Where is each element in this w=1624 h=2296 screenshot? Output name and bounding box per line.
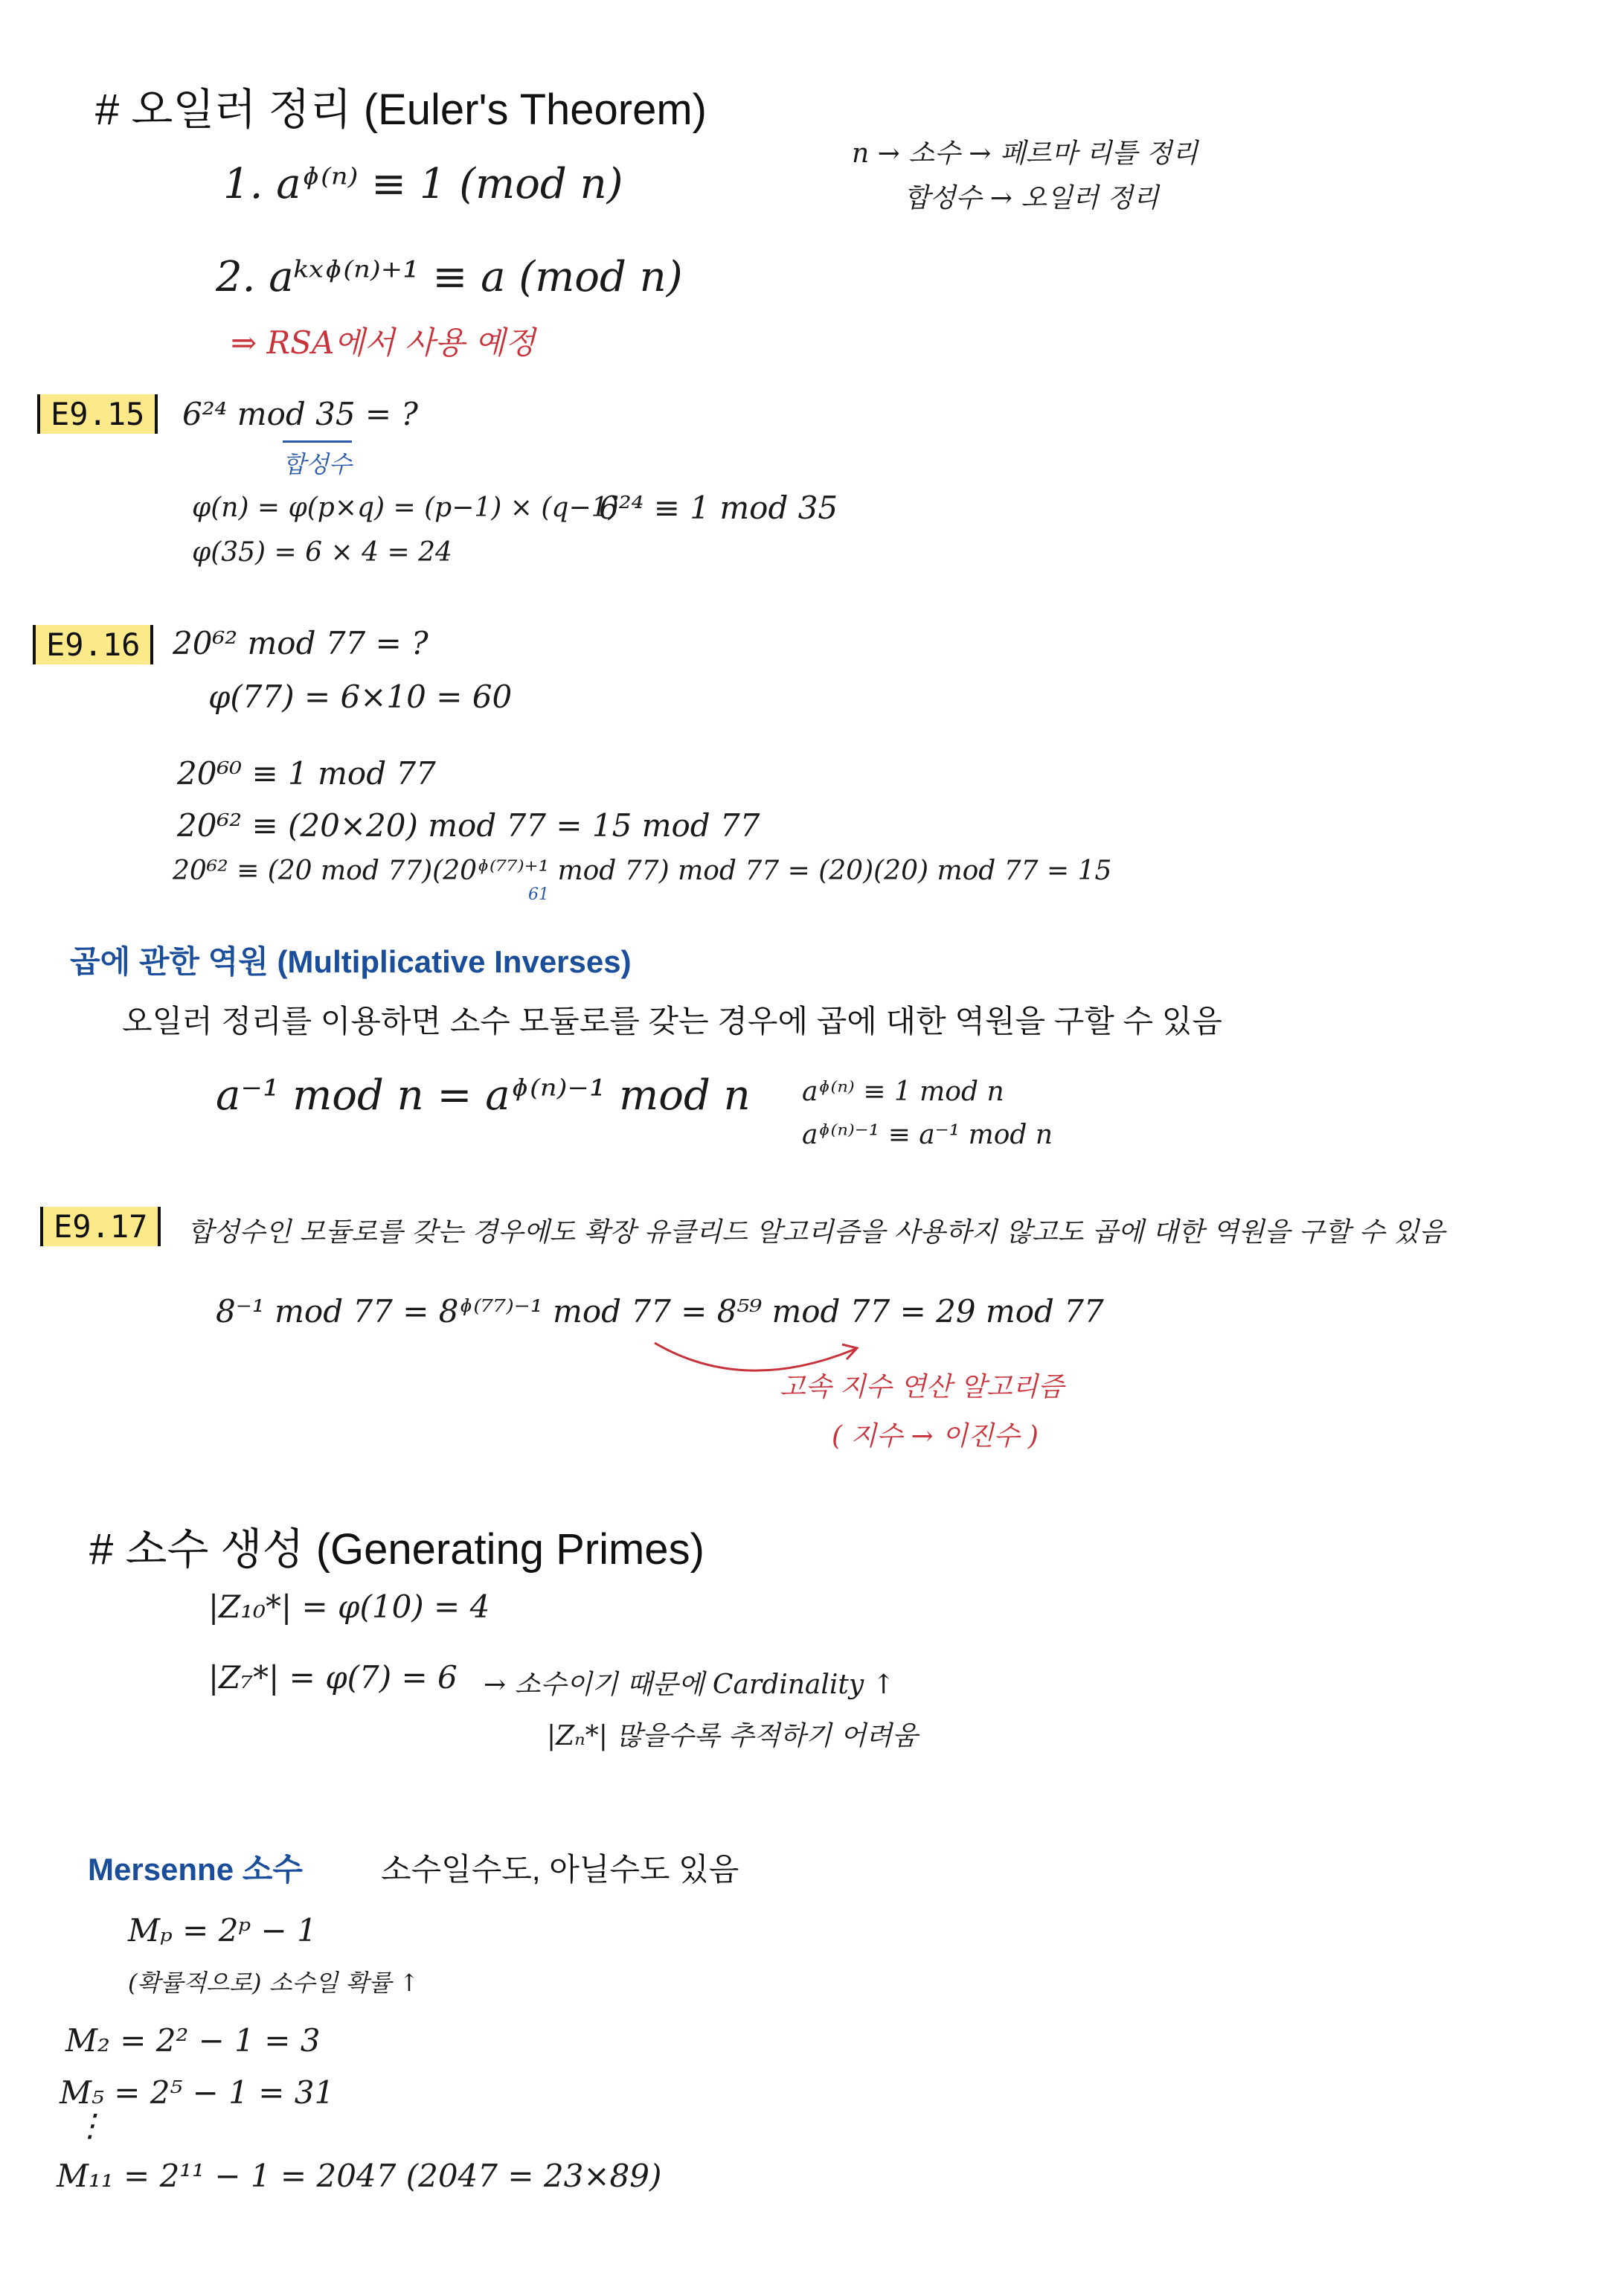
inverse-formula: a⁻¹ mod n = aᶲ⁽ⁿ⁾⁻¹ mod n (216, 1071, 751, 1120)
example-tag-e917: E9.17 (40, 1207, 161, 1246)
e915-composite-note: 합성수 (283, 440, 352, 480)
euler-formula-1: 1. aᶲ⁽ⁿ⁾ ≡ 1 (mod n) (223, 160, 623, 208)
mersenne-dots: ⋮ (74, 2107, 106, 2143)
zn-tracking-note: |Zₙ*| 많을수록 추적하기 어려움 (547, 1721, 918, 1751)
mersenne-m2: M₂ = 2² − 1 = 3 (65, 2022, 321, 2059)
e917-formula: 8⁻¹ mod 77 = 8ᶲ⁽⁷⁷⁾⁻¹ mod 77 = 8⁵⁹ mod 77 = 29 mod 77 (216, 1293, 1104, 1330)
example-tag-e915: E9.15 (37, 394, 158, 434)
mersenne-probability: (확률적으로) 소수일 확률 ↑ (128, 1969, 420, 1997)
euler-formula-2: 2. aᵏˣᶲ⁽ⁿ⁾⁺¹ ≡ a (mod n) (216, 253, 683, 301)
inverse-side-2: aᶲ⁽ⁿ⁾⁻¹ ≡ a⁻¹ mod n (802, 1120, 1053, 1150)
e915-phi-35: φ(35) = 6 × 4 = 24 (192, 537, 452, 568)
euler-theorem-heading: # 오일러 정리 (Euler's Theorem) (95, 86, 707, 134)
e917-note-fast-exp: 고속 지수 연산 알고리즘 (780, 1372, 1065, 1402)
e917-description: 합성수인 모듈로를 갖는 경우에도 확장 유클리드 알고리즘을 사용하지 않고도 곱에 대한 역원을 구할 수 있음 (187, 1217, 1445, 1248)
e916-step2: 20⁶² ≡ (20×20) mod 77 = 15 mod 77 (177, 807, 760, 844)
mersenne-m11: M₁₁ = 2¹¹ − 1 = 2047 (2047 = 23×89) (57, 2158, 662, 2194)
side-note-prime: n → 소수 → 페르마 리틀 정리 (852, 138, 1198, 169)
z7-cardinality-note: → 소수이기 때문에 Cardinality ↑ (484, 1670, 895, 1700)
mersenne-definition: Mₚ = 2ᵖ − 1 (128, 1912, 317, 1949)
multiplicative-inverses-heading: 곱에 관한 역원 (Multiplicative Inverses) (70, 944, 632, 979)
e915-phi-formula: φ(n) = φ(p×q) = (p−1) × (q−1) (192, 493, 619, 523)
e916-step3: 20⁶² ≡ (20 mod 77)(20ᶲ⁽⁷⁷⁾⁺¹ mod 77) mod 77 = (20)(20) mod 77 = 15 (173, 856, 1112, 886)
e916-step3-subscript: 61 (528, 885, 549, 904)
z10-cardinality: |Z₁₀*| = φ(10) = 4 (208, 1588, 490, 1625)
mersenne-description: 소수일수도, 아닐수도 있음 (381, 1852, 739, 1887)
example-tag-e916: E9.16 (33, 625, 153, 664)
e916-step1: 20⁶⁰ ≡ 1 mod 77 (177, 755, 436, 792)
mersenne-heading: Mersenne 소수 (88, 1852, 303, 1887)
side-note-composite: 합성수 → 오일러 정리 (904, 183, 1159, 214)
generating-primes-heading: # 소수 생성 (Generating Primes) (89, 1525, 705, 1574)
z7-cardinality: |Z₇*| = φ(7) = 6 (208, 1659, 458, 1696)
e915-problem: 6²⁴ mod 35 = ? (182, 396, 418, 432)
e915-result: 6²⁴ ≡ 1 mod 35 (599, 490, 838, 526)
inverse-side-1: aᶲ⁽ⁿ⁾ ≡ 1 mod n (802, 1077, 1004, 1107)
rsa-note: ⇒ RSA에서 사용 예정 (231, 324, 536, 361)
multiplicative-inverses-description: 오일러 정리를 이용하면 소수 모듈로를 갖는 경우에 곱에 대한 역원을 구할 수 있음 (122, 1004, 1222, 1039)
e916-phi-77: φ(77) = 6×10 = 60 (208, 679, 513, 715)
e916-problem: 20⁶² mod 77 = ? (173, 625, 429, 661)
mersenne-m5: M₅ = 2⁵ − 1 = 31 (60, 2074, 335, 2111)
e917-note-binary: ( 지수 → 이진수 ) (832, 1421, 1039, 1452)
